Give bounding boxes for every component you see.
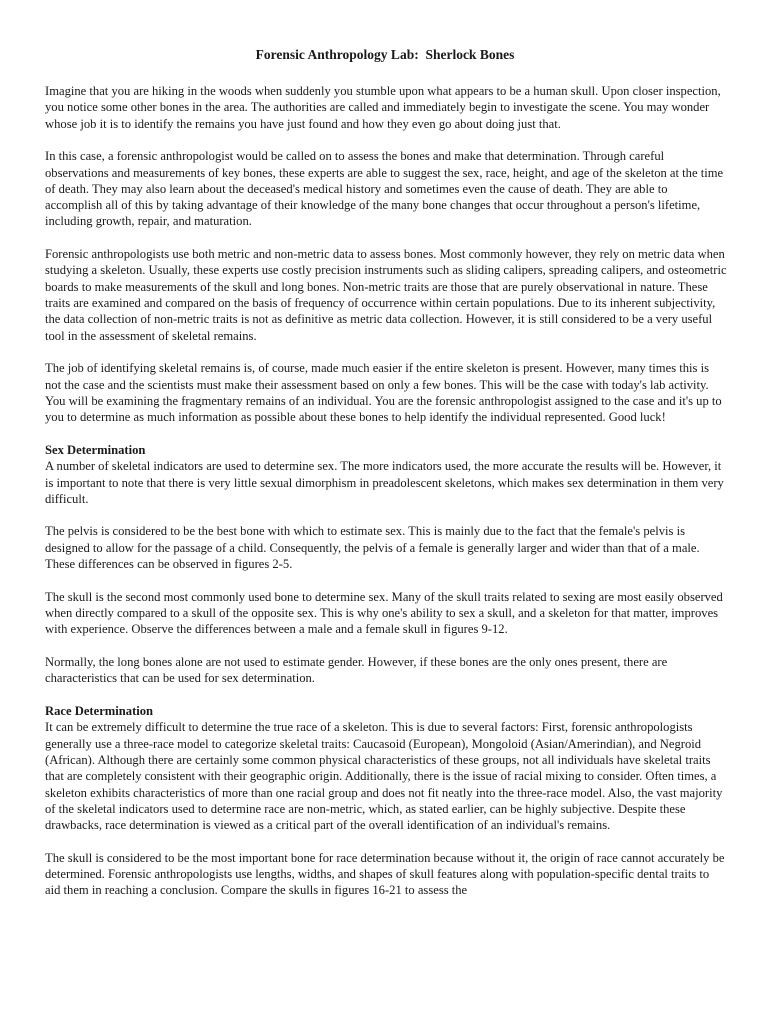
paragraph-text: Forensic anthropologists use both metric and non-metric data to assess bones. Most commonly however, they rely on metric data when studying a skeleton. Usually, these experts use costly precision instruments such as sliding calipers, spreading calipers, and osteometric boards to make measurements of the skull and long bones. Non-metric traits are those that are purely observational in nature. These traits are examined and compared on the basis of frequency of occurrence within certain populations. Due to its inherent subjectivity, the data collection of non-metric traits is not as definitive as metric data collection. However, it is still considered to be a very useful tool in the assessment of skeletal remains. (45, 247, 727, 343)
paragraph-text: In this case, a forensic anthropologist would be called on to assess the bones and make that determination. Through careful observations and measurements of key bones, these experts are able to suggest the sex, race, height, and age of the skeleton at the time of death. They may also learn about the deceased's medical history and sometimes even the cause of death. They are able to accomplish all of this by taking advantage of their knowledge of the many bone changes that occur throughout a person's lifetime, including growth, repair, and maturation. (45, 149, 724, 229)
paragraph-text: The pelvis is considered to be the best bone with which to estimate sex. This is mainly due to the fact that the female's pelvis is designed to allow for the passage of a child. Consequently, the pelvis of a female is generally larger and wider than that of a male. These differences can be observed in figures 2-5. (45, 524, 700, 572)
paragraph-text: The skull is considered to be the most important bone for race determination because without it, the origin of race cannot accurately be determined. Forensic anthropologists use lengths, widths, and shapes of skull features along with population-specific dental traits to aid them in reaching a conclusion. Compare the skulls in figures 16-21 to assess the (45, 850, 725, 898)
paragraph (45, 246, 727, 344)
document-body (45, 83, 727, 915)
paragraph (45, 148, 727, 229)
paragraph-text: Normally, the long bones alone are not used to estimate gender. However, if these bones are the only ones present, there are characteristics that can be used for sex determination. (45, 655, 668, 686)
paragraph-text: It can be extremely difficult to determine the true race of a skeleton. This is due to several factors: First, forensic anthropologists generally use a three-race model to categorize skeletal traits: Caucasoid (European), Mongoloid (Asian/Amerindian), and Negroid (African). Although there are certainly some common physical characteristics of these groups, not all individuals have skeletal traits that are completely consistent with their geographic origin. Additionally, there is the issue of racial mixing to consider. Often times, a skeleton exhibits characteristics of more than one racial group and does not fit neatly into the three-race model. Also, the vast majority of the skeletal indicators used to determine race are non-metric, which, as stated earlier, can be highly subjective. Despite these drawbacks, race determination is viewed as a critical part of the overall identification of an individual's remains. (45, 720, 723, 833)
paragraph-text: The job of identifying skeletal remains is, of course, made much easier if the entire skeleton is present. However, many times this is not the case and the scientists must make their assessment based on only a few bones. This will be the case with today's lab activity. You will be examining the fragmentary remains of an individual. You are the forensic anthropologist assigned to the case and it's up to you to determine as much information as possible about these bones to help identify the individual represented. Good luck! (45, 361, 722, 425)
paragraph-text: The skull is the second most commonly used bone to determine sex. Many of the skull traits related to sexing are most easily observed when directly compared to a skull of the opposite sex. This is why one's ability to sex a skull, and a skeleton for that matter, improves with experience. Observe the differences between a male and a female skull in figures 9-12. (45, 589, 723, 637)
section-heading: Sex Determination (45, 442, 146, 457)
paragraph (45, 703, 727, 833)
paragraph-text: A number of skeletal indicators are used to determine sex. The more indicators used, the more accurate the results will be. However, it is important to note that there is very little sexual dimorphism in preadolescent skeletons, which makes sex determination in them very difficult. (45, 459, 724, 506)
paragraph (45, 654, 727, 687)
paragraph (45, 850, 727, 899)
paragraph (45, 360, 727, 425)
paragraph (45, 589, 727, 638)
paragraph (45, 83, 727, 132)
paragraph-text: Imagine that you are hiking in the woods when suddenly you stumble upon what appears to be a human skull. Upon closer inspection, you notice some other bones in the area. The authorities are called and immediately begin to investigate the scene. You may wonder whose job it is to identify the remains you have just found and how they even go about doing just that. (45, 84, 721, 131)
paragraph (45, 523, 727, 572)
page-title: Forensic Anthropology Lab: Sherlock Bones (255, 47, 515, 62)
paragraph (45, 442, 727, 507)
section-heading: Race Determination (45, 704, 154, 719)
